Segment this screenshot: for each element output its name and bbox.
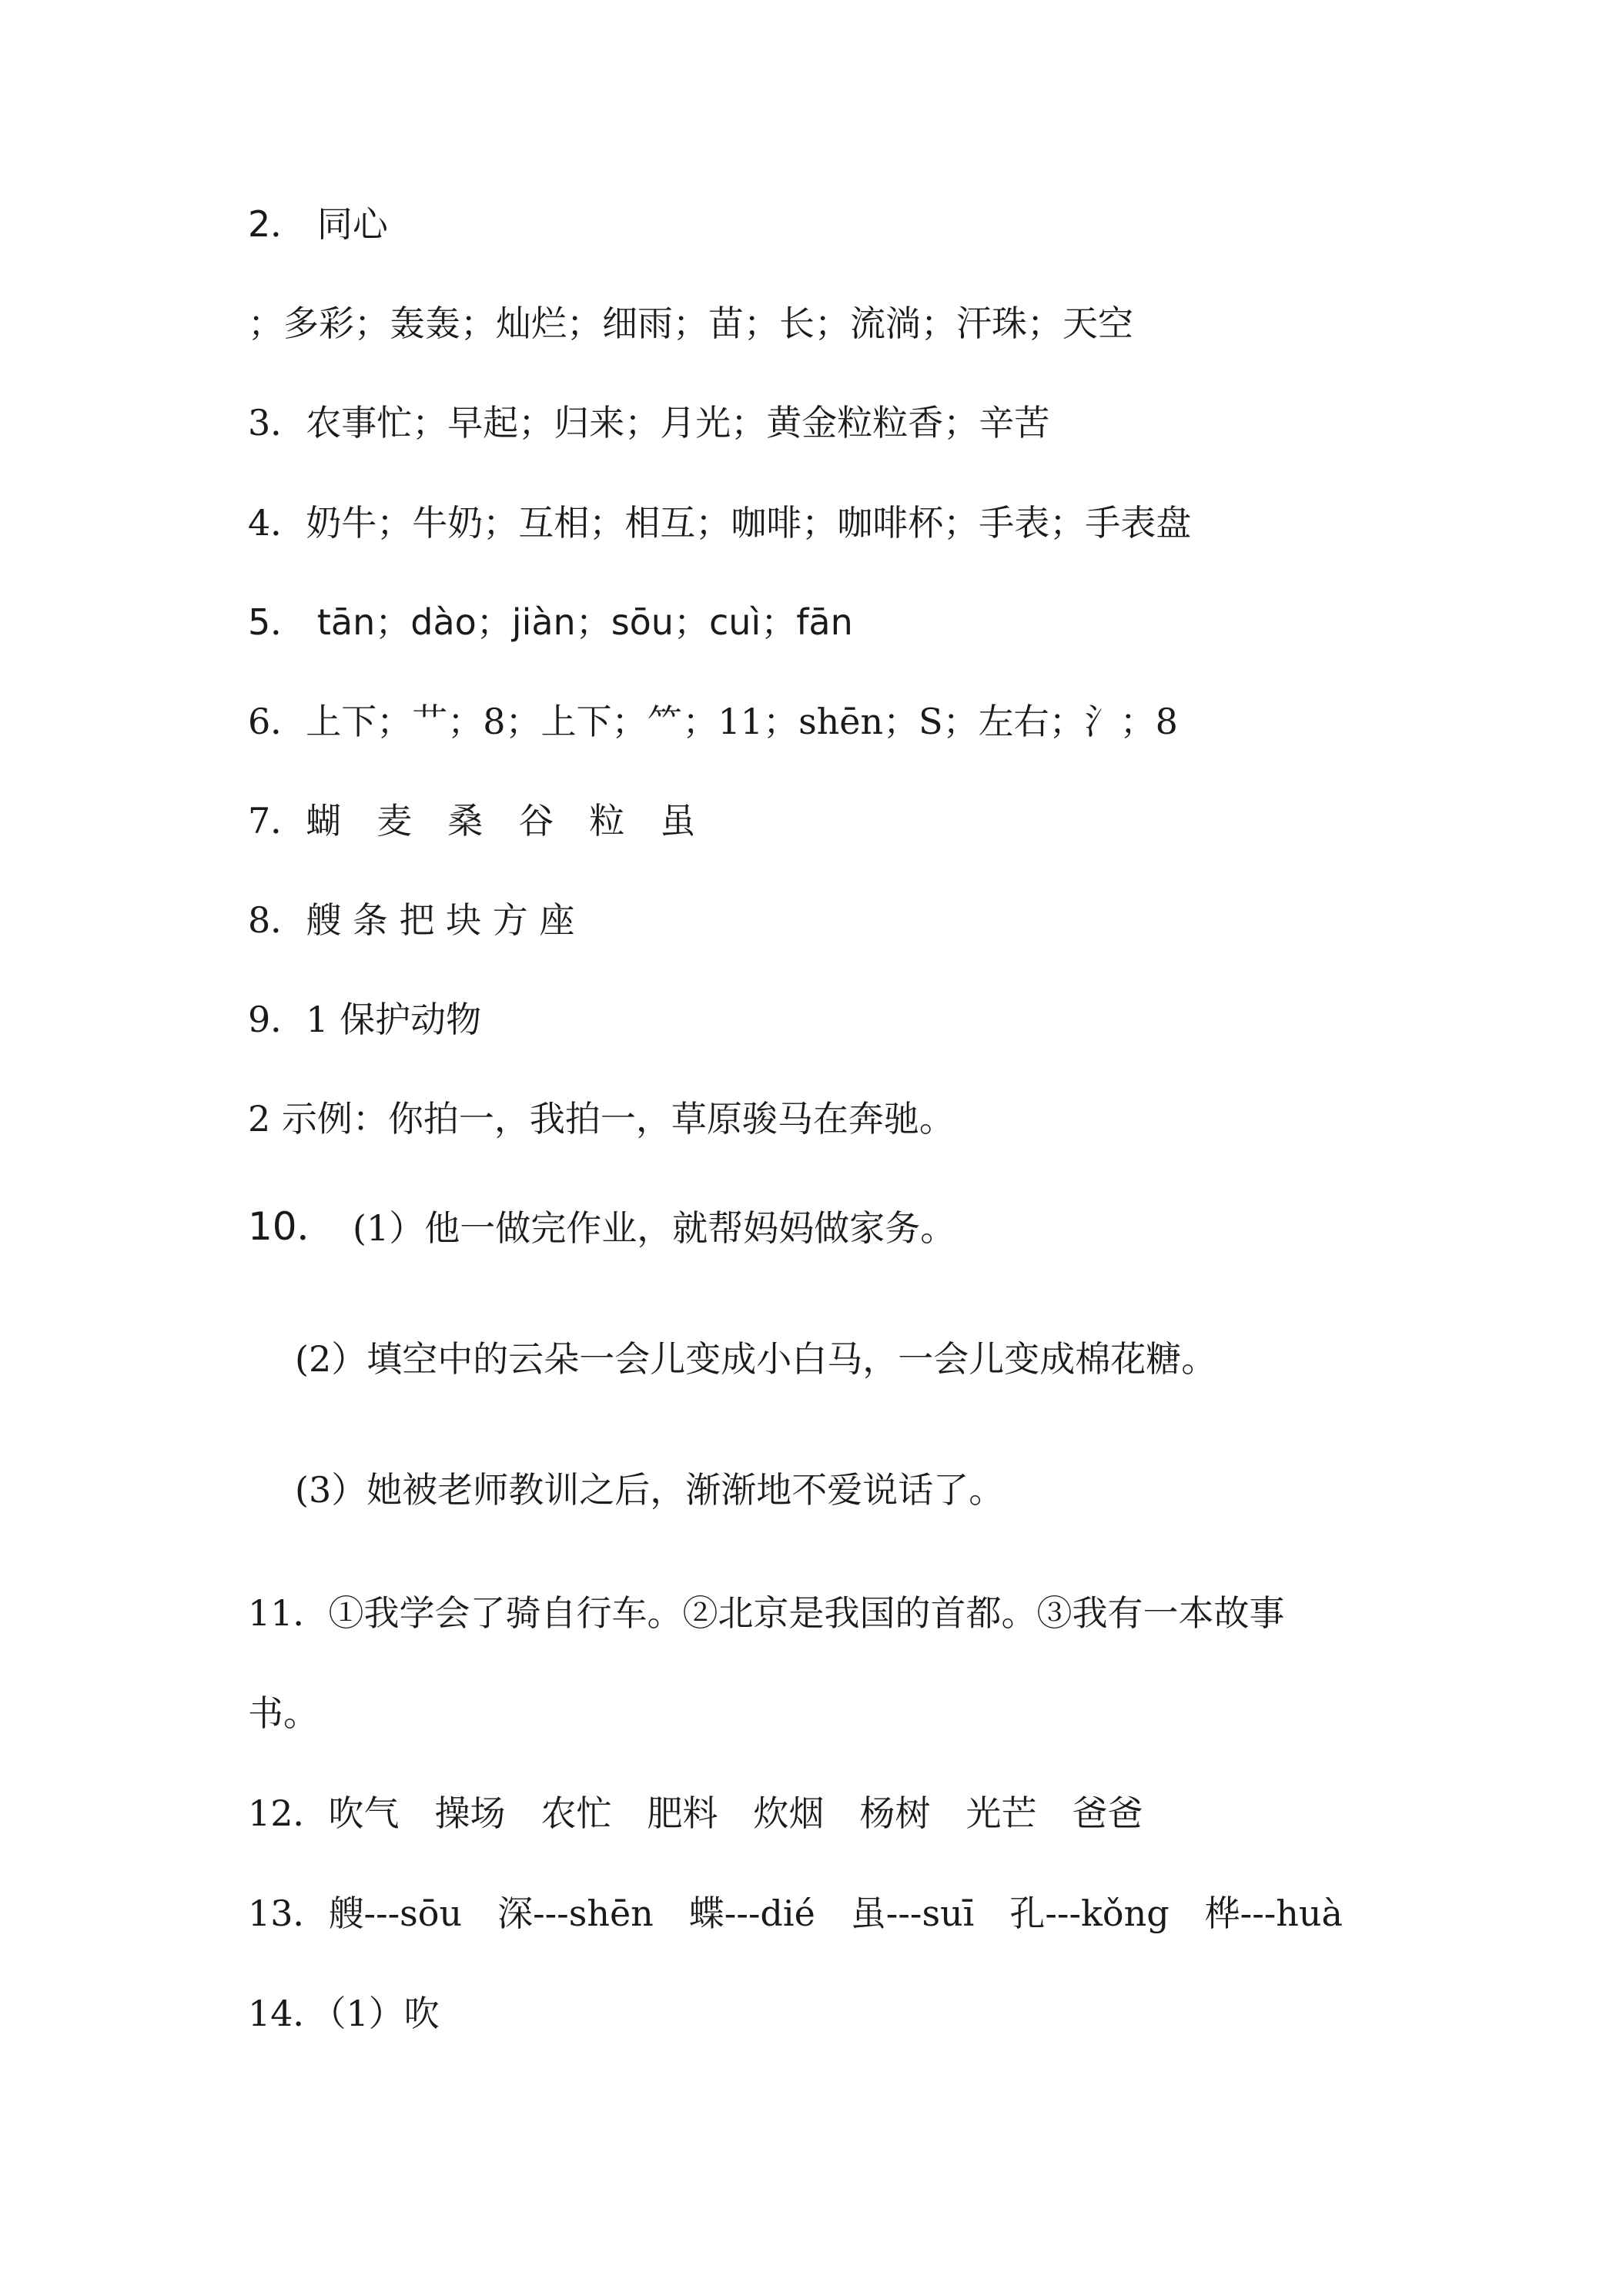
- answer-10-item-1: (1）他一做完作业，就帮妈妈做家务。: [353, 1207, 956, 1249]
- answer-6: 6．上下；艹；8；上下；⺮；11；shēn；S；左右；氵；8: [248, 701, 1178, 742]
- answer-8: 8．艘 条 把 块 方 座: [248, 899, 575, 941]
- answer-4: 4．奶牛；牛奶；互相；相互；咖啡；咖啡杯；手表；手表盘: [248, 502, 1192, 544]
- answer-10-item-3: (3）她被老师教训之后，渐渐地不爱说话了。: [295, 1469, 1005, 1511]
- answer-2-header: 2． 同心: [248, 203, 388, 245]
- answer-2-continued: ；多彩；轰轰；灿烂；细雨；苗；长；流淌；汗珠；天空: [248, 303, 1133, 344]
- answer-10-item-2: (2）填空中的云朵一会儿变成小白马，一会儿变成棉花糖。: [295, 1338, 1217, 1380]
- answer-13: 13．艘---sōu 深---shēn 蝶---dié 虽---suī 孔---kǒng 桦---huà: [248, 1893, 1343, 1934]
- answer-9-part-2: 2 示例：你拍一，我拍一，草原骏马在奔驰。: [248, 1098, 955, 1140]
- answer-5: 5． tān；dào；jiàn；sōu；cuì；fān: [248, 601, 853, 643]
- answer-12: 12．吹气 操场 农忙 肥料 炊烟 杨树 光芒 爸爸: [248, 1792, 1143, 1834]
- answer-11-line-1: 11．①我学会了骑自行车。②北京是我国的首都。③我有一本故事: [248, 1592, 1285, 1634]
- answer-9-part-1: 9．1 保护动物: [248, 999, 482, 1040]
- answer-3: 3．农事忙；早起；归来；月光；黄金粒粒香；辛苦: [248, 402, 1050, 443]
- answer-10-header: 10．: [248, 1204, 336, 1249]
- answer-7: 7．蝴 麦 桑 谷 粒 虽: [248, 800, 696, 842]
- answer-11-line-2: 书。: [248, 1692, 319, 1734]
- answer-14: 14．（1）吹: [248, 1993, 440, 2034]
